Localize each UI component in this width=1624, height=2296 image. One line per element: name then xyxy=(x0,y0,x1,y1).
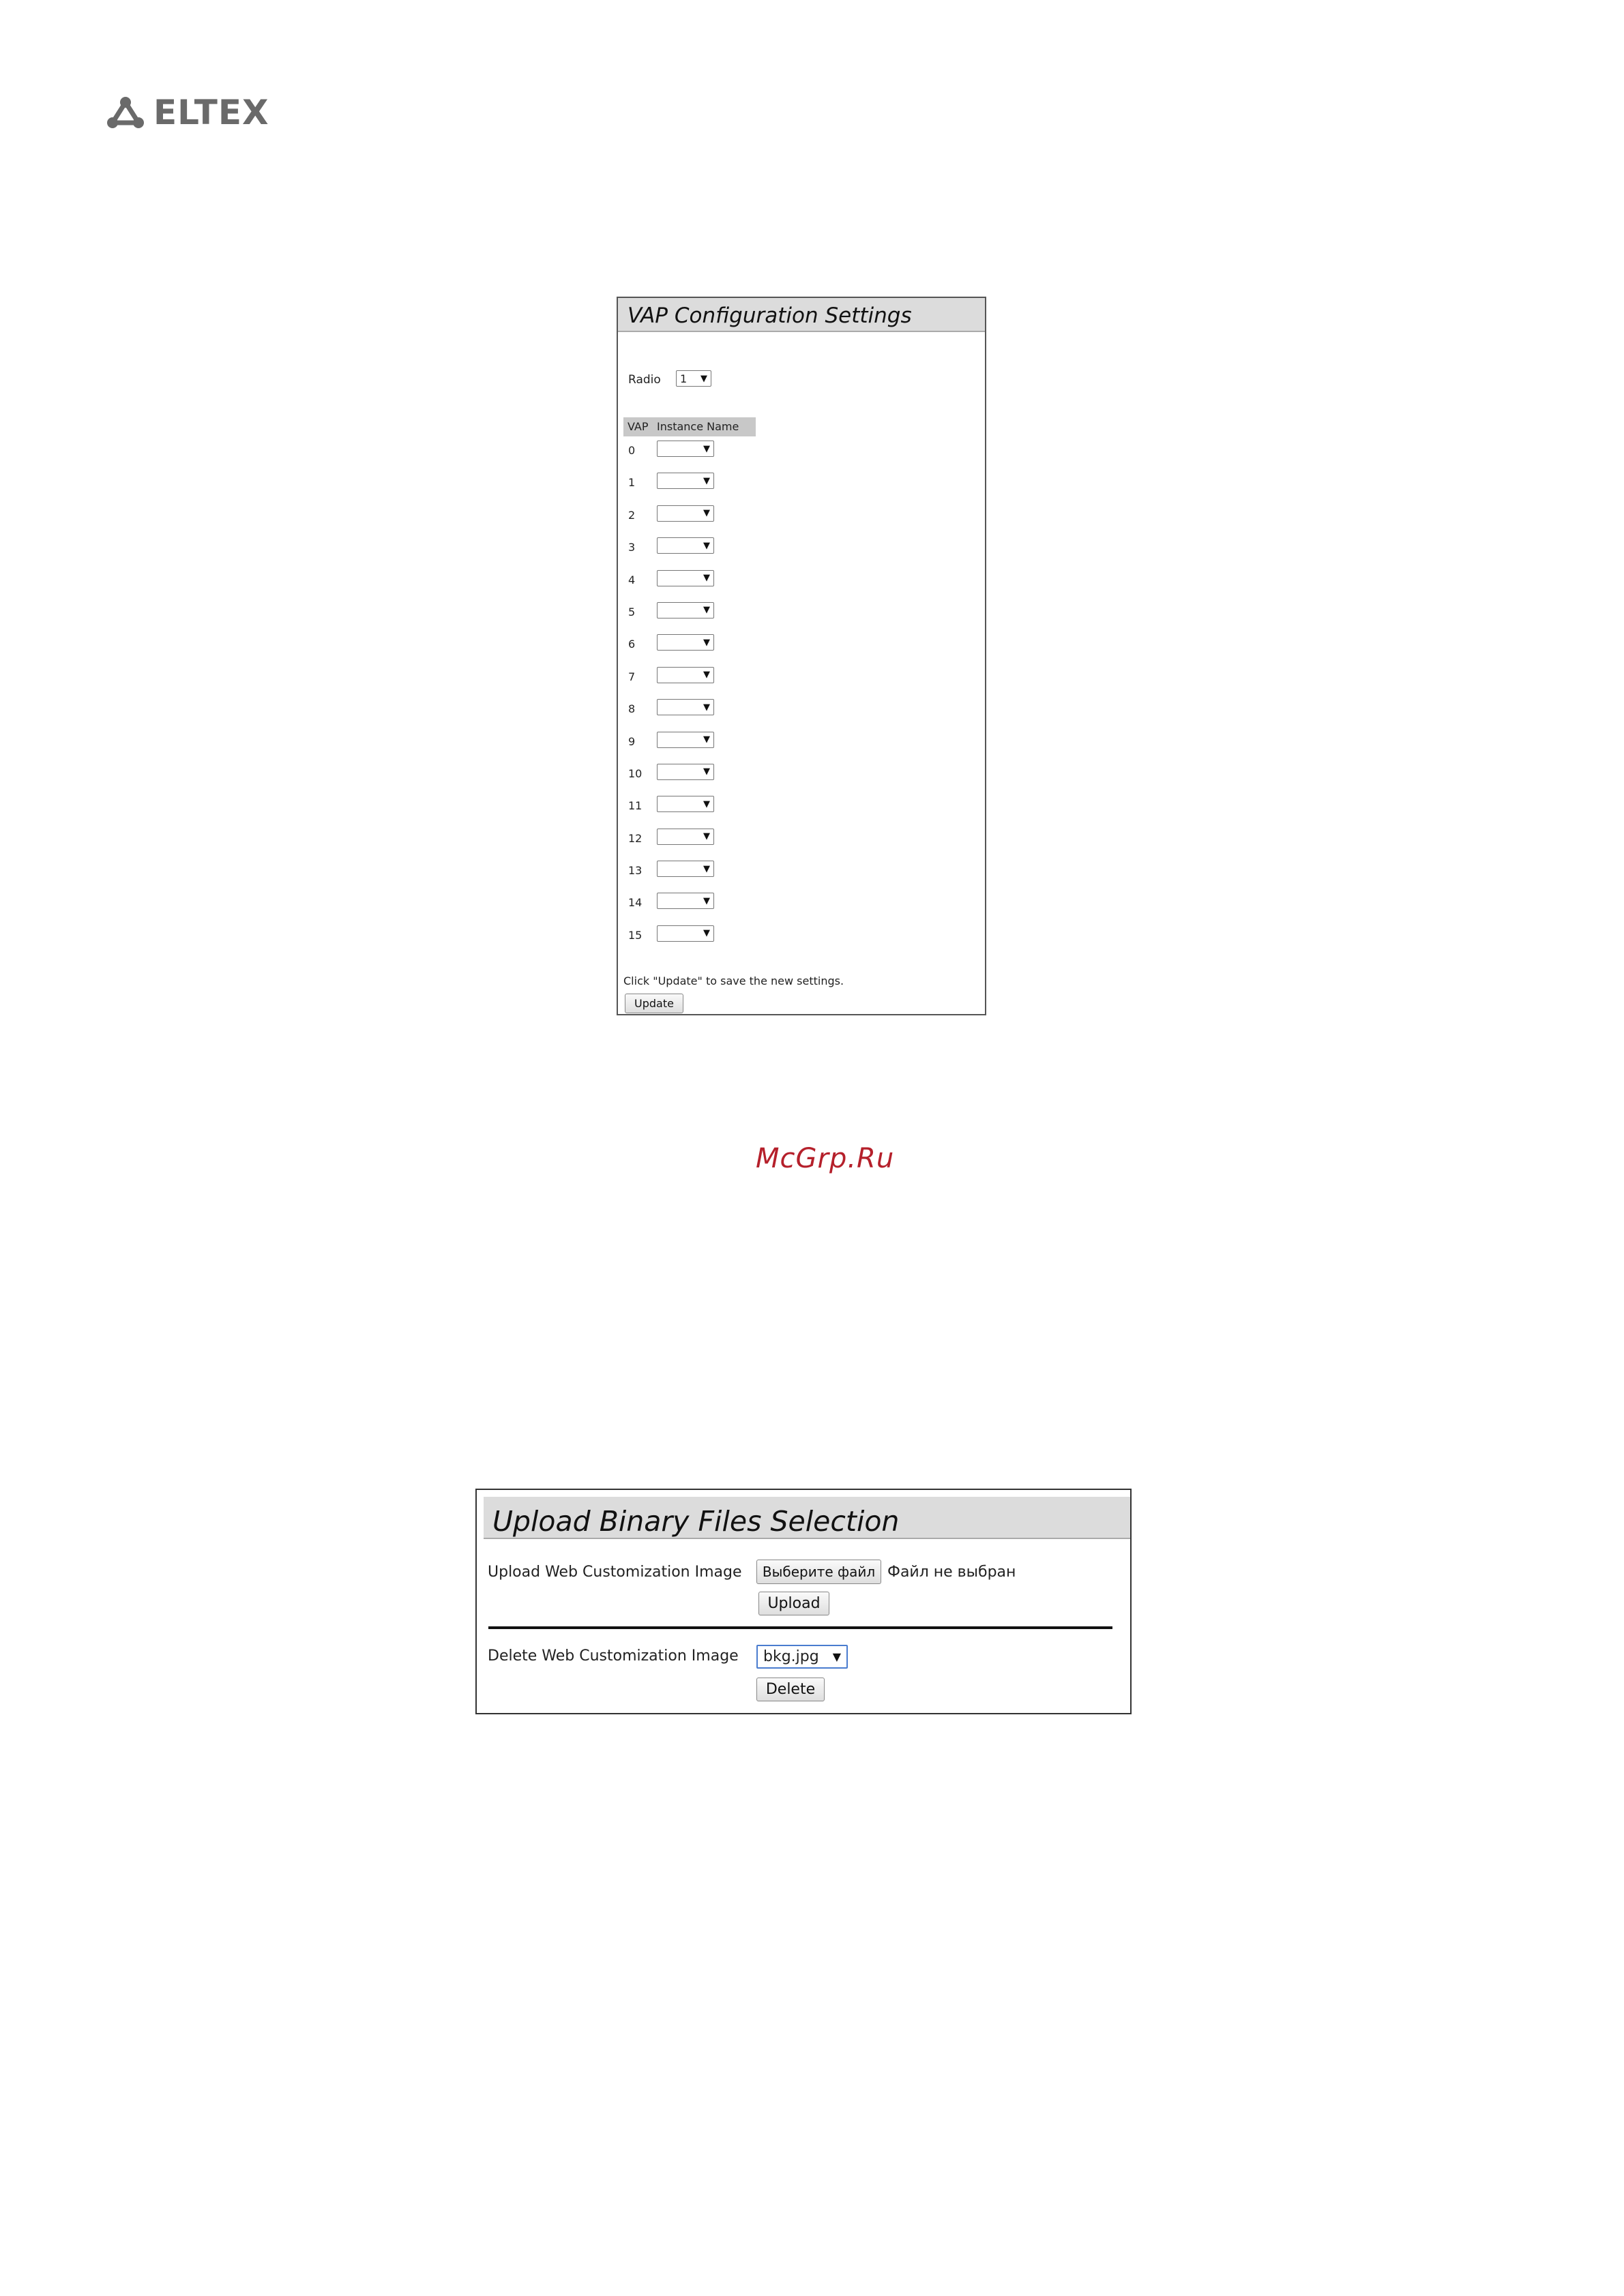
chevron-down-icon: ▼ xyxy=(703,863,710,874)
chevron-down-icon: ▼ xyxy=(703,508,710,519)
vap-row xyxy=(618,533,985,565)
instance-name-select[interactable] xyxy=(657,570,714,586)
vap-index: 10 xyxy=(628,766,643,780)
chevron-down-icon: ▼ xyxy=(700,373,707,384)
instance-name-select[interactable] xyxy=(657,505,714,522)
vap-index: 9 xyxy=(628,734,636,748)
vap-row xyxy=(618,889,985,921)
vap-panel-title: VAP Configuration Settings xyxy=(628,303,912,328)
vap-row xyxy=(618,824,985,856)
vap-row xyxy=(618,436,985,468)
chevron-down-icon: ▼ xyxy=(703,540,710,551)
chevron-down-icon: ▼ xyxy=(703,637,710,648)
vap-index: 14 xyxy=(628,896,643,910)
vap-index: 5 xyxy=(628,605,636,618)
vap-index: 4 xyxy=(628,573,636,586)
vap-index: 15 xyxy=(628,928,643,942)
chevron-down-icon: ▼ xyxy=(703,799,710,809)
delete-image-select-value: bkg.jpg xyxy=(763,1648,819,1665)
logo-text: ELTEX xyxy=(153,93,269,132)
vap-index: 1 xyxy=(628,476,636,490)
chevron-down-icon: ▼ xyxy=(703,831,710,842)
upload-panel-title: Upload Binary Files Selection xyxy=(492,1505,900,1538)
instance-name-select[interactable] xyxy=(657,796,714,812)
vap-index: 2 xyxy=(628,508,636,522)
vap-index: 11 xyxy=(628,799,643,813)
choose-file-button[interactable]: Выберите файл xyxy=(756,1560,881,1584)
chevron-down-icon: ▼ xyxy=(832,1650,841,1663)
vap-index: 8 xyxy=(628,702,636,716)
vap-row xyxy=(618,663,985,695)
vap-configuration-panel xyxy=(617,297,986,1015)
chevron-down-icon: ▼ xyxy=(703,475,710,486)
instance-name-select[interactable] xyxy=(657,893,714,909)
vap-index: 0 xyxy=(628,444,636,457)
vap-index: 13 xyxy=(628,864,643,878)
upload-button[interactable]: Upload xyxy=(758,1592,829,1615)
instance-name-select[interactable] xyxy=(657,602,714,618)
chevron-down-icon: ▼ xyxy=(703,734,710,745)
chevron-down-icon: ▼ xyxy=(703,766,710,777)
vap-column-header: VAP xyxy=(628,420,649,433)
vap-row xyxy=(618,921,985,953)
instance-name-select[interactable] xyxy=(657,925,714,942)
chevron-down-icon: ▼ xyxy=(703,895,710,906)
vap-row xyxy=(618,468,985,501)
upload-binary-files-panel xyxy=(475,1489,1132,1714)
vap-row xyxy=(618,695,985,727)
radio-select[interactable] xyxy=(676,370,711,387)
instance-name-select[interactable] xyxy=(657,537,714,554)
no-file-chosen-text: Файл не выбран xyxy=(887,1564,1016,1581)
instance-name-select[interactable] xyxy=(657,764,714,780)
chevron-down-icon: ▼ xyxy=(703,573,710,584)
update-button[interactable]: Update xyxy=(625,994,683,1013)
vap-row xyxy=(618,630,985,662)
vap-row xyxy=(618,598,985,630)
chevron-down-icon: ▼ xyxy=(703,928,710,939)
delete-image-select[interactable] xyxy=(756,1645,848,1669)
instance-name-column-header: Instance Name xyxy=(657,420,739,433)
delete-image-label: Delete Web Customization Image xyxy=(488,1648,739,1665)
vap-index: 12 xyxy=(628,831,643,845)
instance-name-select[interactable] xyxy=(657,634,714,651)
instance-name-select[interactable] xyxy=(657,473,714,489)
vap-row xyxy=(618,728,985,760)
eltex-logo-icon xyxy=(106,95,145,130)
vap-index: 7 xyxy=(628,670,636,683)
vap-table-rows xyxy=(618,436,985,953)
vap-row xyxy=(618,760,985,792)
vap-panel-header xyxy=(618,298,985,332)
vap-row xyxy=(618,792,985,824)
chevron-down-icon: ▼ xyxy=(703,443,710,454)
vap-row xyxy=(618,501,985,533)
vap-row xyxy=(618,566,985,598)
instance-name-select[interactable] xyxy=(657,732,714,748)
chevron-down-icon: ▼ xyxy=(703,605,710,616)
instance-name-select[interactable] xyxy=(657,441,714,457)
delete-button[interactable]: Delete xyxy=(756,1678,825,1701)
upload-image-label: Upload Web Customization Image xyxy=(488,1564,742,1581)
instance-name-select[interactable] xyxy=(657,667,714,683)
radio-select-value: 1 xyxy=(680,372,688,385)
vap-index: 6 xyxy=(628,638,636,651)
chevron-down-icon: ▼ xyxy=(703,702,710,713)
instance-name-select[interactable] xyxy=(657,829,714,845)
vap-row xyxy=(618,856,985,889)
radio-label: Radio xyxy=(628,373,661,387)
instance-name-select[interactable] xyxy=(657,861,714,877)
instance-name-select[interactable] xyxy=(657,699,714,715)
section-divider xyxy=(488,1626,1112,1629)
eltex-logo xyxy=(106,92,269,133)
vap-table-header xyxy=(623,417,756,436)
upload-panel-header xyxy=(484,1497,1130,1539)
watermark: McGrp.Ru xyxy=(756,1143,895,1174)
vap-index: 3 xyxy=(628,541,636,554)
update-hint: Click "Update" to save the new settings. xyxy=(623,974,844,987)
chevron-down-icon: ▼ xyxy=(703,670,710,681)
